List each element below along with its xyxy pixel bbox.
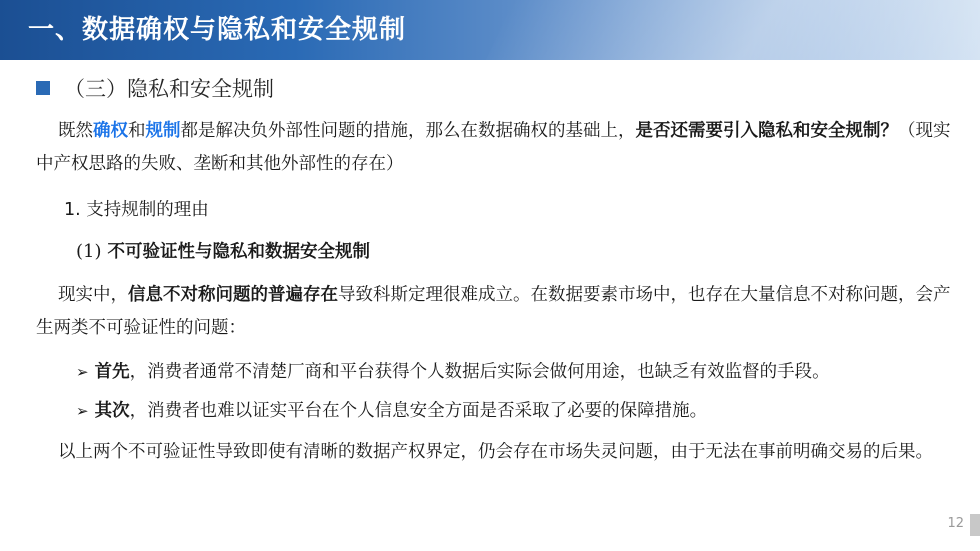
arrow-bullet-icon: ➢ — [76, 402, 89, 420]
page-number: 12 — [947, 516, 964, 531]
bullet-text: ，消费者通常不清楚厂商和平台获得个人数据后实际会做何用途，也缺乏有效监督的手段。 — [129, 362, 830, 382]
paragraph-reality — [36, 279, 956, 345]
header-light-streak — [486, 0, 980, 60]
bold-question: 是否还需要引入隐私和安全规制？ — [635, 121, 898, 141]
numbered-item-1: 1. 支持规制的理由 — [64, 200, 209, 220]
bullet-lead: 其次 — [94, 401, 130, 421]
text-run: 和 — [128, 121, 146, 141]
bullet-item-first — [76, 357, 830, 387]
text-run: 现实中， — [58, 285, 128, 305]
text-run: 导致科斯定理很难成立。在数据要素市场中，也存在大量信息不对称问题，会产生两类不可验证性的问题： — [36, 285, 951, 338]
text-run: （现实中产权思路的失败、垄断和其他外部性的存在） — [36, 121, 951, 174]
highlight-term-confirmation: 确权 — [93, 121, 128, 141]
subitem-number: (1) — [76, 241, 102, 262]
square-bullet-icon — [36, 81, 50, 95]
paragraph-conclusion: 以上两个不可验证性导致即使有清晰的数据产权界定，仍会存在市场失灵问题，由于无法在事前明确交易的后果。 — [58, 442, 933, 462]
subitem-title: 不可验证性与隐私和数据安全规制 — [107, 242, 370, 262]
text-run: 既然 — [58, 121, 93, 141]
bullet-text: ，消费者也难以证实平台在个人信息安全方面是否采取了必要的保障措施。 — [129, 401, 708, 421]
paragraph-intro — [36, 115, 956, 181]
section-heading — [36, 73, 274, 103]
page-tab-decoration — [970, 514, 980, 536]
text-run: 都是解决负外部性问题的措施，那么在数据确权的基础上， — [180, 121, 636, 141]
slide-title: 一、数据确权与隐私和安全规制 — [28, 15, 407, 45]
slide-header — [0, 0, 980, 60]
bold-phrase: 信息不对称问题的普遍存在 — [128, 285, 338, 305]
bullet-item-second — [76, 396, 707, 426]
section-heading-text: （三）隐私和安全规制 — [64, 77, 274, 101]
arrow-bullet-icon: ➢ — [76, 363, 89, 381]
subitem-1 — [76, 237, 370, 267]
highlight-term-regulation: 规制 — [145, 121, 181, 141]
bullet-lead: 首先 — [94, 362, 130, 382]
